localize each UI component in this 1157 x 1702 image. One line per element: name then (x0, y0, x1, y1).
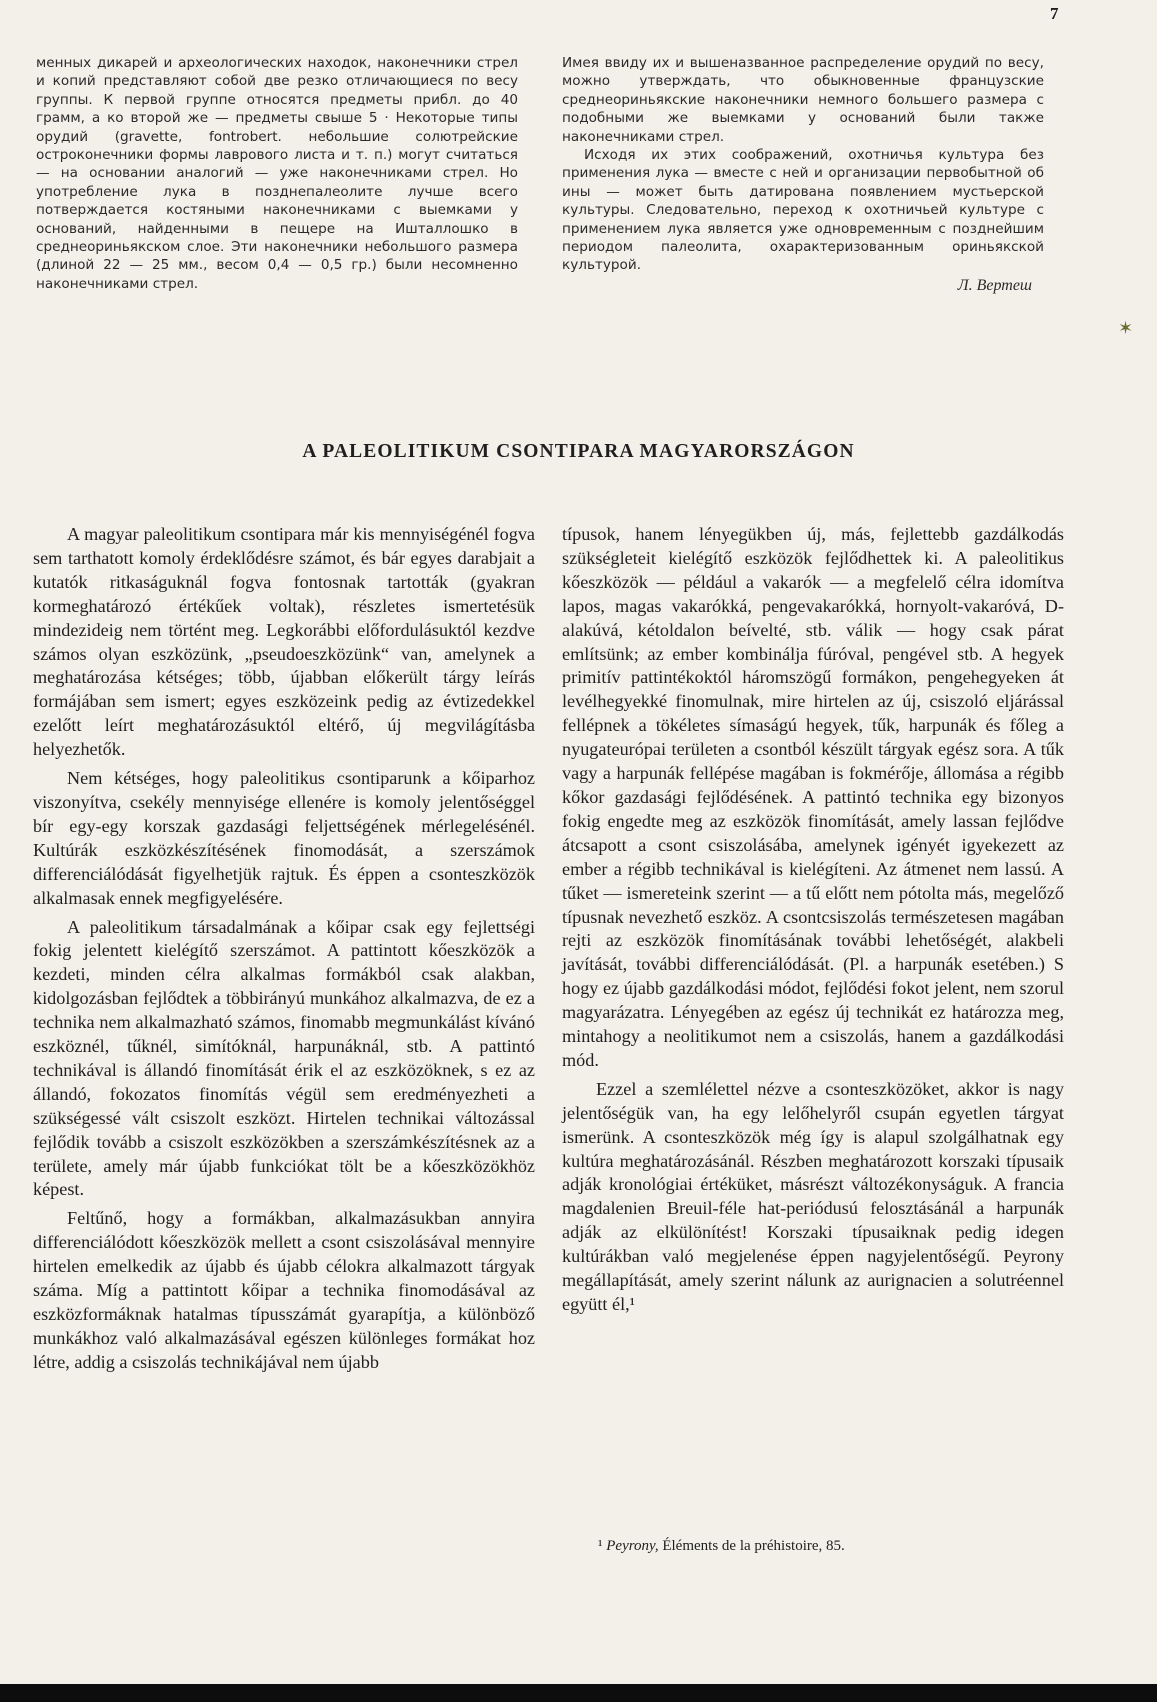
article-paragraph: A magyar paleolitikum csontipara már kis mennyiségénél fogva sem tarthatott komoly érdeklődésre számot, és bár egyes darabjait a kutatók ritkaságuknál fogva fontosnak tartották (gyakran kormeghatározó értékűek voltak), részletes ismertetésük mindezideig nem történt meg. Legkorábbi előfordulásuktól kezdve számos olyan eszközünk, „pseudoeszközünk“ van, amelynek a meghatározása kétséges; több, újabban előkerült tárgy leírás formájában sem ismert; egyes eszközeink pedig az évtizedekkel ezelőtt leírt meghatározásuktól eltérő, új megvilágításba helyezhetők. (33, 524, 535, 760)
author-signature: Л. Вертеш (957, 276, 1032, 294)
russian-summary-left-column (36, 54, 518, 293)
article-paragraph: Nem kétséges, hogy paleolitikus csontiparunk a kőiparhoz viszonyítva, csekély mennyisége ellenére is komoly jelentőséggel bír egy-egy korszak gazdasági feljettségének mérlegelésénél. Kultúrák eszközkészítésének finomodását, a szerszámok differenciálódását figyelhetjük rajtuk. És éppen a csonteszközök alkalmasak ennek megfigyelésére. (33, 768, 535, 908)
russian-paragraph: Имея ввиду их и вышеназванное распределение орудий по весу, можно утверждать, что обыкновенные французские среднеориньякские наконечники немного большего размера с подобными же выемками у оснований были также наконечниками стрел. (562, 55, 1044, 145)
scan-bottom-edge (0, 1684, 1157, 1702)
article-paragraph: Ezzel a szemlélettel nézve a csonteszközöket, akkor is nagy jelentőségük van, ha egy lelőhelyről csupán egyetlen tárgyat ismerünk. A csonteszközök még így is alapul szolgálhatnak egy kultúra meghatározásánál. Részben meghatározott korszaki típusaik adják kronológiai értéküket, másrészt változékonyságuk. A francia magdalenien Breuil-féle hat-periódusú felosztásánál a harpunák adják az elkülönítést! Korszaki típusaiknak pedig idegen kultúrákban való megjelenése éppen nagyjelentőségű. Peyrony megállapítását, amely szerint nálunk az aurignacien a solutréennel együtt él,¹ (562, 1078, 1064, 1314)
footnote (598, 1538, 845, 1555)
article-left-column (33, 523, 535, 1375)
page-number: 7 (1050, 4, 1059, 23)
footnote-marker: ¹ (598, 1538, 603, 1554)
article-paragraph: Feltűnő, hogy a formákban, alkalmazásukban annyira differenciálódott kőeszközök mellett a csont csiszolásával mennyire hirtelen emelkedik az újabb és újabb célokra alkalmazott tárgyak száma. Míg a pattintott kőipar a technika finomodásával az eszközformáknak hatalmas típusszámát gyarapítja, a különböző munkákhoz való alkalmazásával egészen különleges formákat hoz létre, addig a csiszolás technikájával nem újabb (33, 1208, 535, 1372)
footnote-author: Peyrony, (606, 1538, 659, 1554)
article-paragraph: típusok, hanem lényegükben új, más, fejlettebb gazdálkodás szükségleteit kielégítő eszközök fejlődhettek ki. A paleolitikus kőeszközök — például a vakarók — a megfelelő célra idomítva lapos, magas vakarókká, pengevakarókká, hornyolt-vakaróvá, D-alakúvá, kétoldalon beívelté, stb. válik — hogy csak párat említsünk; az ember kombinálja fúróval, pengével stb. A hegyek primitív pattintékoktól háromszögű formákon, pengehegyeken át levélhegyekké finomulnak, mire hirtelen az új, csiszoló eljárással fellépnek a tökéletes símaságú hegyek, tűk, harpunák és főleg a nyugateurópai területen a csontból készült tárgyak egész sora. A tűk vagy a harpunák fellépése magában is fokmérője, állomása a régibb kőkor gazdasági fejlődésének. A pattintó technika egy bizonyos fokig engedte meg az eszközök finomítását, amely lassan fejlődve átcsapott a csont csiszolásába, amelynek igényét igyekezett az ember a régibb technikával is kielégíteni. Az átmenet nem lassú. A tűket — ismereteink szerint — a tű előtt nem pótolta más, megelőző típusnak nevezhető eszköz. A csontcsiszolás természetesen magában rejti az eszközök finomításának további lehetőségét, alakbeli javítását, további differenciálódását. (Pl. a harpunák esetében.) S hogy ez újabb gazdálkodási módot, fejlődési fokot jelent, nem szorul magyarázatra. Lényegében az egész új technikát ez határozza meg, mintahogy a neolitikumot nem a csiszolás, hanem a gazdálkodási mód. (562, 524, 1064, 1070)
footnote-text: Éléments de la préhistoire, 85. (658, 1538, 845, 1554)
article-right-column (562, 523, 1064, 1317)
russian-paragraph: Исходя их этих соображений, охотничья культура без применения лука — вместе с ней и организации первобытной об ины — может быть датирована появлением мустьерской культуры. Следовательно, переход к охотничьей культуре с применением лука является уже одновременным с позднейшим периодом палеолита, охарактеризованным ориньякской культурой. (562, 147, 1044, 274)
margin-smudge: ✶ (1118, 318, 1134, 338)
russian-paragraph: менных дикарей и археологических находок, наконечники стрел и копий представляют собой две резко отличающиеся по весу группы. К первой группе относятся предметы прибл. до 40 грамм, а ко второй же — предметы свыше 5 · Некоторые типы орудий (gravette, fontrobert. небольшие солютрейские остроконечники формы лаврового листа и т. п.) могут считаться — на основании аналогий — уже наконечниками стрел. Но употребление лука в позднепалеолите лучше всего потверждается костяными наконечниками с выемками у оснований, найденными в пещере на Ишталлошко в среднеориньякском слое. Эти наконечники небольшого размера (длиной 22 — 25 мм., весом 0,4 — 0,5 гр.) были несомненно наконечниками стрел. (36, 55, 518, 292)
article-paragraph: A paleolitikum társadalmának a kőipar csak egy fejlettségi fokig jelentett kielégítő szerszámot. A pattintott kőeszközök a kezdeti, minden célra alkalmas formákból csak alakban, kidolgozásban fejlődtek a többirányú munkához alkalmazva, de ez a technika nem alkalmazható számos, finomabb megmunkálást kívánó eszköznél, tűknél, simítóknál, harpunáknál, stb. A pattintó technikával is állandó finomítását érik el az eszközöknek, s ez az állandó, fokozatos finomítás végül sem eredményezheti a szükségessé vált csiszolt eszközt. Hirtelen technikai változással fejlődik tovább a csiszolt eszközökben a szerszámkészítésnek az a területe, amely már újabb funkciókat tölt be a kőeszközökhöz képest. (33, 916, 535, 1200)
article-title: A PALEOLITIKUM CSONTIPARA MAGYARORSZÁGON (302, 441, 855, 462)
russian-summary-right-column (562, 54, 1044, 295)
